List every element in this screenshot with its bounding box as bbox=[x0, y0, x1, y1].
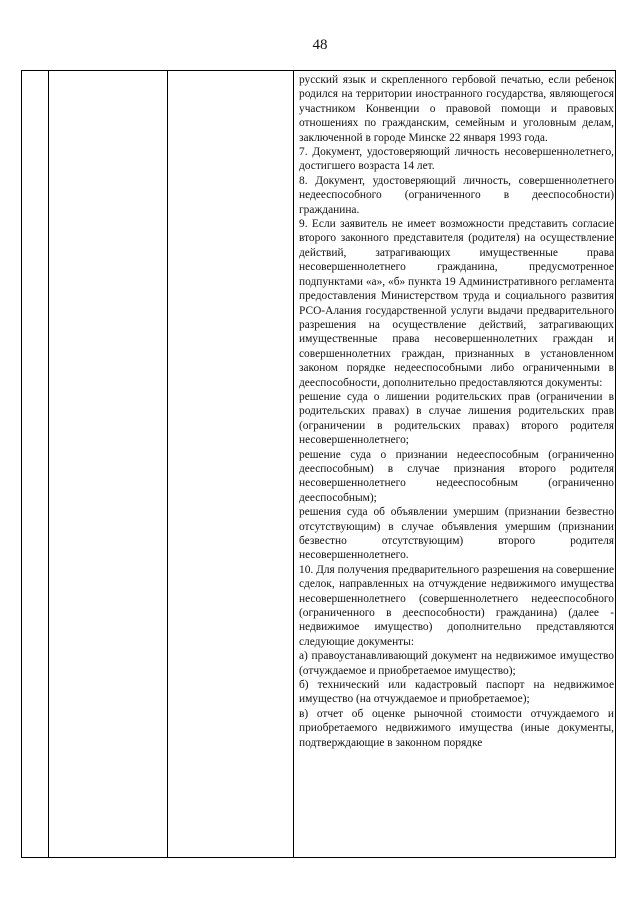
paragraph: б) технический или кадастровый паспорт на недвижимое имущество (на отчуждаемое и приобретаемое); bbox=[299, 679, 614, 706]
column-divider bbox=[167, 71, 168, 857]
column-divider bbox=[293, 71, 294, 857]
column-divider bbox=[48, 71, 49, 857]
paragraph: 9. Если заявитель не имеет возможности представить согласие второго законного представителя (родителя) на осуществление действий, затрагивающих имущественные права несовершеннолетнего гражданина, предусмотренное подпунктами «а», «б» пункта 19 Административного регламента предоставления Министерством труда и социального развития РСО-Алания государственной услуги выдачи предварительного разрешения на осуществление действий, затрагивающих имущественные права несовершеннолетних граждан и совершеннолетних граждан, признанных в установленном законом порядке недееспособными либо ограниченными в дееспособности, дополнительно предоставляются документы: bbox=[299, 218, 614, 389]
paragraph: 7. Документ, удостоверяющий личность несовершеннолетнего, достигшего возраста 14 лет. bbox=[299, 146, 614, 173]
paragraph: русский язык и скрепленного гербовой печатью, если ребенок родился на территории иностранного государства, являющегося участником Конвенции о правовой помощи и правовых отношениях по гражданским, семейным и уголовным делам, заключенной в городе Минске 22 января 1993 года. bbox=[299, 74, 614, 144]
page-number: 48 bbox=[312, 37, 328, 53]
paragraph: а) правоустанавливающий документ на недвижимое имущество (отчуждаемое и приобретаемое имущество); bbox=[299, 650, 614, 677]
requirements-cell bbox=[299, 73, 614, 750]
document-table bbox=[21, 70, 616, 858]
paragraph: в) отчет об оценке рыночной стоимости отчуждаемого и приобретаемого недвижимого имущества (иные документы, подтверждающие в законном порядке bbox=[299, 707, 614, 749]
paragraph: решения суда об объявлении умершим (признании безвестно отсутствующим) в случае объявления умершим (признании безвестно отсутствующим) второго родителя несовершеннолетнего. bbox=[299, 506, 614, 562]
paragraph: решение суда о лишении родительских прав (ограничении в родительских правах) в случае лишения родительских прав (ограничении в родительских правах) второго родителя несовершеннолетнего; bbox=[299, 390, 614, 447]
paragraph: решение суда о признании недееспособным (ограниченно дееспособным) в случае признания второго родителя несовершеннолетнего недееспособным (ограниченно дееспособным); bbox=[299, 448, 614, 504]
paragraph: 10. Для получения предварительного разрешения на совершение сделок, направленных на отчуждение недвижимого имущества несовершеннолетнего (совершеннолетнего недееспособного (ограниченного в дееспособности) гражданина) (далее - недвижимое имущество) дополнительно представляются следующие документы: bbox=[299, 563, 614, 648]
paragraph: 8. Документ, удостоверяющий личность, совершеннолетнего недееспособного (ограниченного в дееспособности) гражданина. bbox=[299, 174, 614, 216]
